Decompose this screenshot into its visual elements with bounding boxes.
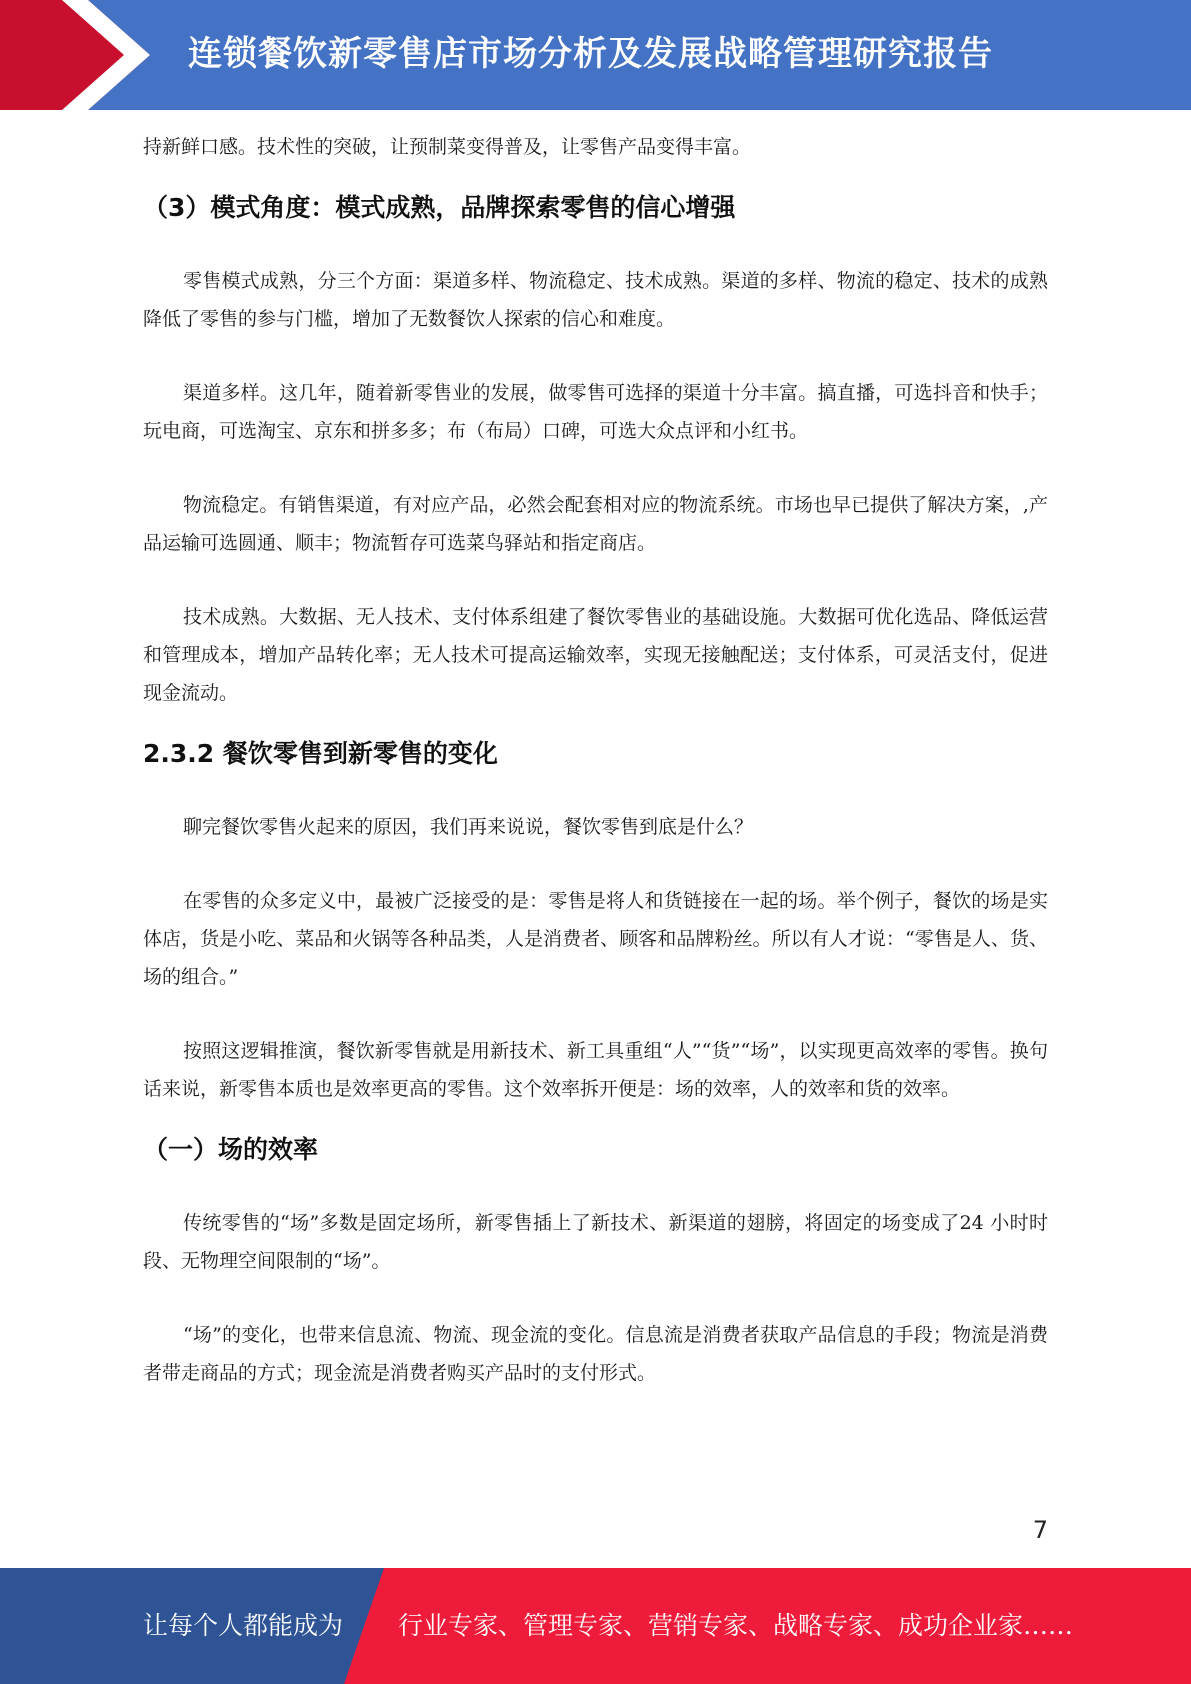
paragraph: 零售模式成熟，分三个方面：渠道多样、物流稳定、技术成熟。渠道的多样、物流的稳定、技术的成熟降低了零售的参与门槛，增加了无数餐饮人探索的信心和难度。	[143, 270, 1048, 330]
page-number: 7	[1032, 1516, 1048, 1544]
paragraph: 技术成熟。大数据、无人技术、支付体系组建了餐饮零售业的基础设施。大数据可优化选品、降低运营和管理成本，增加产品转化率；无人技术可提高运输效率，实现无接触配送；支付体系，可灵活支付，促进现金流动。	[143, 606, 1048, 704]
page-content	[143, 128, 1048, 1392]
footer-slogan-left: 让每个人都能成为	[143, 1611, 344, 1640]
report-title: 连锁餐饮新零售店市场分析及发展战略管理研究报告	[188, 34, 993, 74]
paragraph: 持新鲜口感。技术性的突破，让预制菜变得普及，让零售产品变得丰富。	[143, 136, 752, 158]
footer-slogan-right: 行业专家、管理专家、营销专家、战略专家、成功企业家……	[398, 1611, 1074, 1640]
paragraph: 传统零售的“场”多数是固定场所，新零售插上了新技术、新渠道的翅膀，将固定的场变成了24 小时时段、无物理空间限制的“场”。	[143, 1212, 1048, 1272]
paragraph: 在零售的众多定义中，最被广泛接受的是：零售是将人和货链接在一起的场。举个例子，餐饮的场是实体店，货是小吃、菜品和火锅等各种品类，人是消费者、顾客和品牌粉丝。所以有人才说：“零售是人、货、场的组合。”	[143, 890, 1048, 988]
paragraph: 聊完餐饮零售火起来的原因，我们再来说说，餐饮零售到底是什么？	[183, 816, 754, 838]
section-heading: （一）场的效率	[143, 1135, 319, 1164]
paragraph: “场”的变化，也带来信息流、物流、现金流的变化。信息流是消费者获取产品信息的手段；物流是消费者带走商品的方式；现金流是消费者购买产品时的支付形式。	[143, 1324, 1048, 1384]
paragraph: 按照这逻辑推演，餐饮新零售就是用新技术、新工具重组“人”“货”“场”，以实现更高效率的零售。换句话来说，新零售本质也是效率更高的零售。这个效率拆开便是：场的效率，人的效率和货的效率。	[143, 1040, 1048, 1100]
section-heading: 2.3.2 餐饮零售到新零售的变化	[143, 739, 498, 768]
section-heading: （3）模式角度：模式成熟，品牌探索零售的信心增强	[143, 193, 736, 222]
footer-banner	[0, 1568, 1191, 1684]
header-banner	[0, 0, 1191, 110]
paragraph: 物流稳定。有销售渠道，有对应产品，必然会配套相对应的物流系统。市场也早已提供了解决方案，,产品运输可选圆通、顺丰；物流暂存可选菜鸟驿站和指定商店。	[143, 494, 1048, 554]
paragraph: 渠道多样。这几年，随着新零售业的发展，做零售可选择的渠道十分丰富。搞直播，可选抖音和快手；玩电商，可选淘宝、京东和拼多多；布（布局）口碑，可选大众点评和小红书。	[143, 382, 1048, 442]
